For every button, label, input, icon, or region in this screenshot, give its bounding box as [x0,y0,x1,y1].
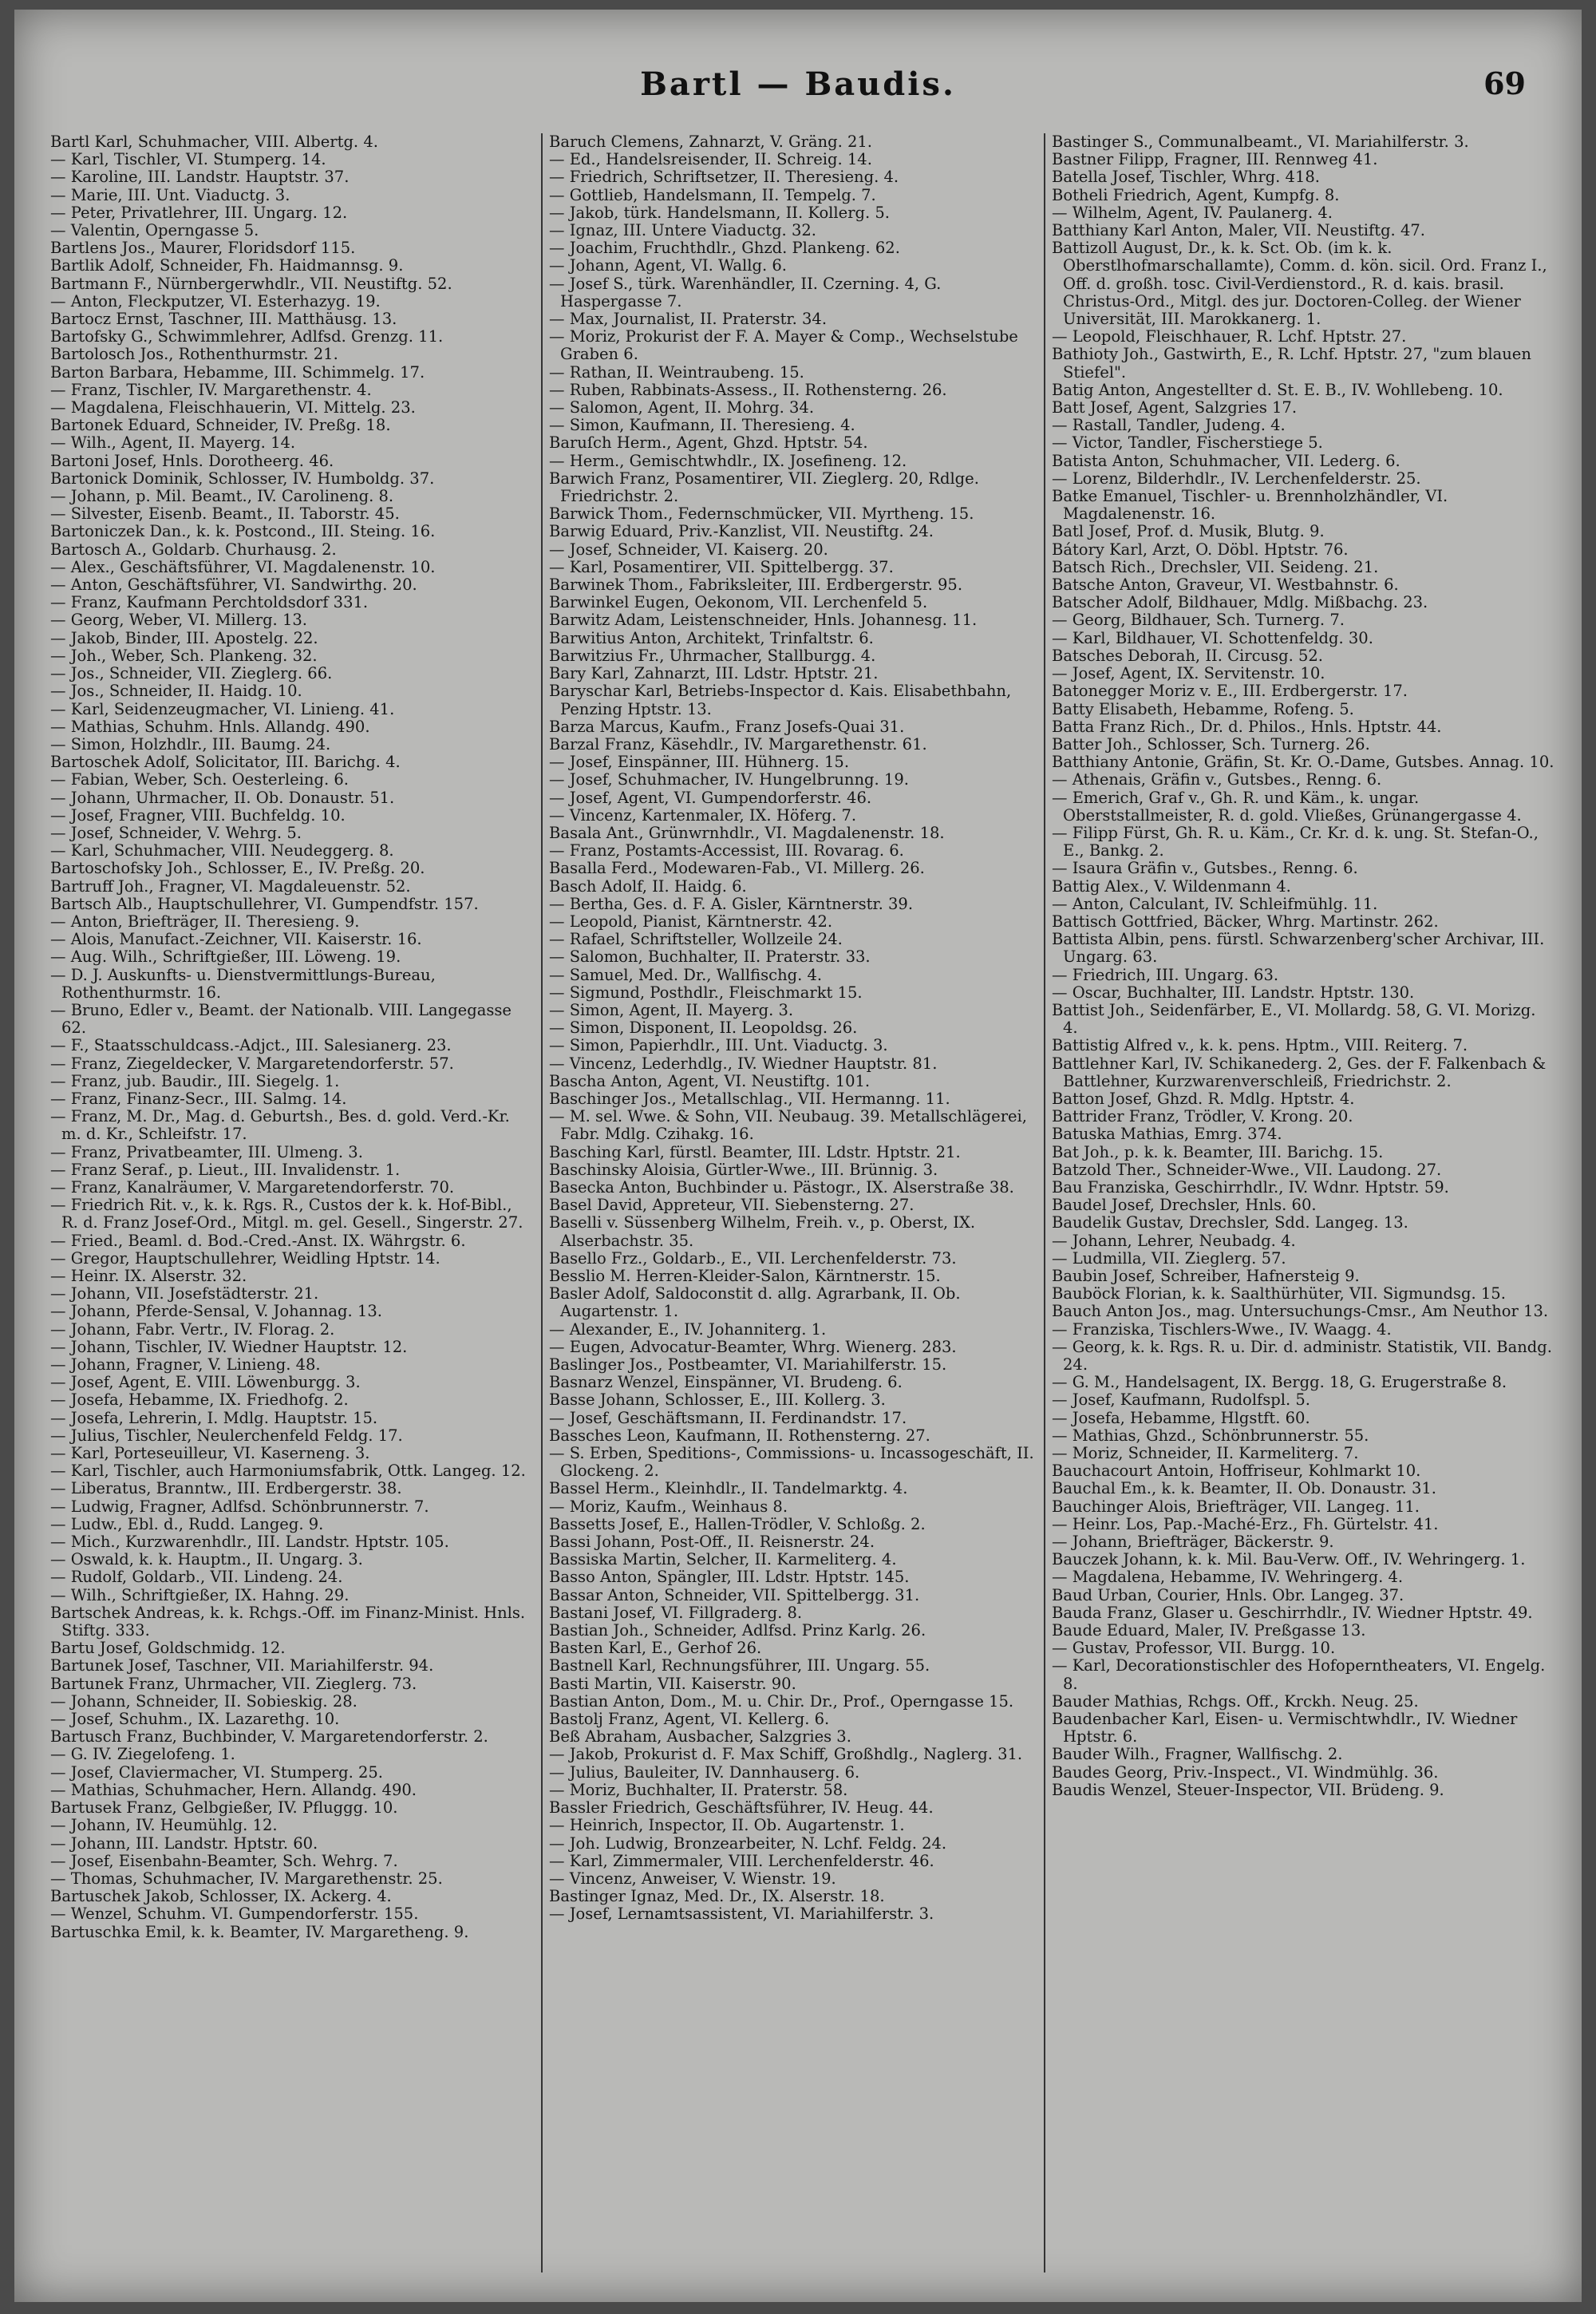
directory-entry: — Karl, Decorationstischler des Hofoperntheaters, VI. Engelg. 8. [1052,1656,1546,1693]
directory-entry: Batta Franz Rich., Dr. d. Philos., Hnls. Hptstr. 44. [1052,717,1442,736]
directory-entry: Battist Joh., Seidenfärber, E., VI. Mollardg. 58, G. VI. Morizg. 4. [1052,1000,1536,1038]
directory-entry: Basso Anton, Spängler, III. Ldstr. Hptstr. 145. [549,1568,910,1587]
directory-entry: — M. sel. Wwe. & Sohn, VII. Neubaug. 39. Metallschlägerei, Fabr. Mdlg. Czihakg. 16. [549,1107,1027,1144]
directory-entry: Baruſch Herm., Agent, Ghzd. Hptstr. 54. [549,433,868,453]
directory-entry: Barwich Franz, Posamentirer, VII. Zieglerg. 20, Rdlge. Friedrichstr. 2. [549,469,979,506]
directory-entry: Barwinek Thom., Fabriksleiter, III. Erdbergerstr. 95. [549,576,963,595]
directory-entry: — Gustav, Professor, VII. Burgg. 10. [1052,1639,1336,1658]
directory-entry: Barza Marcus, Kaufm., Franz Josefs-Quai 31. [549,717,905,736]
directory-entry: — Georg, Bildhauer, Sch. Turnerg. 7. [1052,611,1345,630]
directory-entry: — Samuel, Med. Dr., Wallfischg. 4. [549,965,823,984]
directory-entry: — Alois, Manufact.-Zeichner, VII. Kaiserstr. 16. [50,930,422,949]
directory-entry: — Ludwig, Fragner, Adlfsd. Schönbrunnerstr. 7. [50,1497,429,1516]
directory-entry: — Johann, Briefträger, Bäckerstr. 9. [1052,1533,1334,1552]
directory-entry: — Mathias, Ghzd., Schönbrunnerstr. 55. [1052,1426,1369,1445]
directory-entry: — Karl, Posamentirer, VII. Spittelbergg. 37. [549,557,894,576]
directory-entry: Bat Joh., p. k. k. Beamter, III. Barichg. 15. [1052,1142,1384,1161]
directory-entry: — Josef, Agent, E. VIII. Löwenburgg. 3. [50,1373,361,1392]
directory-entry: — Joh. Ludwig, Bronzearbeiter, N. Lchf. Feldg. 24. [549,1833,947,1853]
directory-entry: Basecka Anton, Buchbinder u. Pästogr., IX. Alserstraße 38. [549,1177,1014,1197]
directory-entry: — Josef, Eisenbahn-Beamter, Sch. Wehrg. 7. [50,1851,398,1870]
directory-entry: — Marie, III. Unt. Viaductg. 3. [50,185,290,204]
directory-entry: Batton Josef, Ghzd. R. Mdlg. Hptstr. 4. [1052,1089,1355,1108]
directory-entry: — S. Erben, Speditions-, Commissions- u. Incassogeschäft, II. Glockeng. 2. [549,1444,1034,1481]
directory-entry: — G. M., Handelsagent, IX. Bergg. 18, G. Erugerstraße 8. [1052,1373,1507,1392]
directory-entry: — Ruben, Rabbinats-Assess., II. Rothensterng. 26. [549,380,947,399]
directory-entry: — F., Staatsschuldcass.-Adjct., III. Salesianerg. 23. [50,1036,452,1055]
directory-entry: Basnarz Wenzel, Einspänner, VI. Brudeng. 6. [549,1373,903,1392]
directory-entry: Barzal Franz, Käsehdlr., IV. Margarethenstr. 61. [549,734,927,754]
directory-entry: Baselli v. Süssenberg Wilhelm, Freih. v., p. Oberst, IX. Alserbachstr. 35. [549,1213,976,1250]
directory-entry: — Johann, Lehrer, Neubadg. 4. [1052,1231,1296,1250]
directory-entry: — Friedrich, Schriftsetzer, II. Theresieng. 4. [549,168,899,187]
directory-entry: Bartonek Eduard, Schneider, IV. Preßg. 18. [50,416,391,435]
directory-entry: — Gregor, Hauptschullehrer, Weidling Hptstr. 14. [50,1248,440,1268]
directory-entry: — Emerich, Graf v., Gh. R. und Käm., k. ungar. Oberststallmeister, R. d. gold. Vließes, Grünangergasse 4. [1052,788,1522,825]
directory-entry: Batsche Anton, Graveur, VI. Westbahnstr. 6. [1052,576,1399,595]
directory-entry: — Georg, k. k. Rgs. R. u. Dir. d. administr. Statistik, VII. Bandg. 24. [1052,1337,1552,1375]
directory-entry: — Leopold, Pianist, Kärntnerstr. 42. [549,912,833,931]
directory-entry: Barton Barbara, Hebamme, III. Schimmelg. 17. [50,362,425,382]
directory-entry: — Karl, Zimmermaler, VIII. Lerchenfelderstr. 46. [549,1851,934,1870]
directory-entry: — Josef, Fragner, VIII. Buchfeldg. 10. [50,805,346,825]
directory-entry: Barwinkel Eugen, Oekonom, VII. Lerchenfeld 5. [549,593,928,612]
directory-entry: Battrider Franz, Trödler, V. Krong. 20. [1052,1107,1353,1126]
directory-entry: Batthiany Antonie, Gräfin, St. Kr. O.-Dame, Gutsbes. Annag. 10. [1052,753,1555,772]
directory-entry: Battisch Gottfried, Bäcker, Whrg. Martinstr. 262. [1052,912,1439,931]
directory-entry: Bauböck Florian, k. k. Saalthürhüter, VII. Sigmundsg. 15. [1052,1284,1506,1303]
directory-page [14,10,1582,2302]
directory-entry: — Karl, Tischler, auch Harmoniumsfabrik, Ottk. Langeg. 12. [50,1462,526,1481]
directory-entry: Bartusch Franz, Buchbinder, V. Margaretendorferstr. 2. [50,1727,488,1746]
directory-entry: Bartschek Andreas, k. k. Rchgs.-Off. im Finanz-Minist. Hnls. Stiftg. 333. [50,1603,526,1640]
directory-entry: — Josefa, Hebamme, IX. Friedhofg. 2. [50,1390,349,1410]
directory-entry: Batsches Deborah, II. Circusg. 52. [1052,646,1323,665]
directory-entry: — Josef, Geschäftsmann, II. Ferdinandstr. 17. [549,1408,907,1427]
directory-entry: — Mathias, Schuhmacher, Hern. Allandg. 490. [50,1780,417,1799]
directory-entry: Batter Joh., Schlosser, Sch. Turnerg. 26. [1052,734,1370,754]
directory-entry: — Ludw., Ebl. d., Rudd. Langeg. 9. [50,1514,324,1533]
directory-entry: Battlehner Karl, IV. Schikanederg. 2, Ges. der F. Falkenbach & Battlehner, Kurzwarenverschleiß, Friedrichstr. 2. [1052,1054,1547,1090]
directory-entry: — Simon, Disponent, II. Leopoldsg. 26. [549,1019,858,1038]
directory-entry: Batista Anton, Schuhmacher, VII. Lederg. 6. [1052,451,1400,470]
directory-entry: Baubin Josef, Schreiber, Hafnersteig 9. [1052,1267,1360,1285]
directory-entry: Baschinsky Aloisia, Gürtler-Wwe., III. Brünnig. 3. [549,1160,938,1179]
directory-entry: Bartmann F., Nürnbergerwhdlr., VII. Neustiftg. 52. [50,274,452,293]
directory-entry: — Filipp Fürst, Gh. R. u. Käm., Cr. Kr. d. k. ung. St. Stefan-O., E., Bankg. 2. [1052,823,1539,860]
directory-entry: — Franz, jub. Baudir., III. Siegelg. 1. [50,1071,340,1090]
directory-entry: — Rudolf, Goldarb., VII. Lindeng. 24. [50,1568,343,1587]
directory-entry: — Jos., Schneider, II. Haidg. 10. [50,682,302,701]
directory-entry: — Johann, III. Landstr. Hptstr. 60. [50,1833,318,1853]
directory-entry: Bassi Johann, Post-Off., II. Reisnerstr. 24. [549,1533,875,1552]
directory-entry: — Johann, Uhrmacher, II. Ob. Donaustr. 51. [50,788,395,807]
directory-entry: Batig Anton, Angestellter d. St. E. B., IV. Wohllebeng. 10. [1052,380,1503,399]
directory-entry: — Alexander, E., IV. Johanniterg. 1. [549,1319,827,1339]
directory-entry: Bartoniczek Dan., k. k. Postcond., III. Steing. 16. [50,522,436,541]
directory-entry: Bascha Anton, Agent, VI. Neustiftg. 101. [549,1071,871,1090]
directory-entry: — Johann, Fabr. Vertr., IV. Florag. 2. [50,1319,335,1339]
directory-entry: Bastnell Karl, Rechnungsführer, III. Ungarg. 55. [549,1656,930,1675]
directory-entry: Bartuschka Emil, k. k. Beamter, IV. Margaretheng. 9. [50,1922,469,1941]
directory-entry: — Vincenz, Anweiser, V. Wienstr. 19. [549,1869,836,1888]
directory-entry: — Friedrich, III. Ungarg. 63. [1052,965,1279,984]
directory-entry: — Franz, M. Dr., Mag. d. Geburtsh., Bes. d. gold. Verd.-Kr. m. d. Kr., Schleifstr. 17. [50,1107,510,1144]
directory-entry: — Franziska, Tischlers-Wwe., IV. Waagg. 4. [1052,1319,1392,1339]
directory-entry: Bauchal Em., k. k. Beamter, II. Ob. Donaustr. 31. [1052,1479,1436,1498]
directory-entry: — Josef, Schneider, V. Wehrg. 5. [50,823,302,842]
directory-entry: — Mich., Kurzwarenhdlr., III. Landstr. Hptstr. 105. [50,1533,449,1552]
directory-entry: — Karl, Porteseuilleur, VI. Kaserneng. 3. [50,1444,370,1463]
directory-entry: Baryschar Karl, Betriebs-Inspector d. Kais. Elisabethbahn, Penzing Hptstr. 13. [549,682,1012,718]
directory-entry: Barwitius Anton, Architekt, Trinfaltstr. 6. [549,628,874,647]
directory-entry: — Heinrich, Inspector, II. Ob. Augartenstr. 1. [549,1816,905,1835]
directory-entry: — Johann, Schneider, II. Sobieskig. 28. [50,1691,358,1711]
directory-entry: — Rastall, Tandler, Judeng. 4. [1052,416,1286,435]
directory-entry: — Johann, p. Mil. Beamt., IV. Carolineng. 8. [50,487,394,506]
directory-entry: — Mathias, Schuhm. Hnls. Allandg. 490. [50,717,370,736]
directory-entry: Battig Alex., V. Wildenmann 4. [1052,876,1291,896]
directory-entry: Barwig Eduard, Priv.-Kanzlist, VII. Neustiftg. 24. [549,522,934,541]
directory-entry: — Bruno, Edler v., Beamt. der Nationalb. VIII. Langegasse 62. [50,1000,512,1038]
directory-entry: — Oswald, k. k. Hauptm., II. Ungarg. 3. [50,1550,363,1569]
directory-entry: Bartoni Josef, Hnls. Dorotheerg. 46. [50,451,334,470]
directory-entry: — Silvester, Eisenb. Beamt., II. Taborstr. 45. [50,504,400,524]
directory-entry: — Salomon, Agent, II. Mohrg. 34. [549,398,815,417]
directory-entry: Barwitz Adam, Leistenschneider, Hnls. Johannesg. 11. [549,611,978,630]
directory-entry: Bartruff Joh., Fragner, VI. Magdaleuenstr. 52. [50,876,411,896]
directory-entry: — Josef, Lernamtsassistent, VI. Mariahilferstr. 3. [549,1905,934,1924]
directory-entry: Bartofsky G., Schwimmlehrer, Adlfsd. Grenzg. 11. [50,327,444,346]
directory-entry: — Johann, Agent, VI. Wallg. 6. [549,256,787,275]
directory-entry: — Vincenz, Kartenmaler, IX. Höferg. 7. [549,805,857,825]
directory-entry: Batsch Rich., Drechsler, VII. Seideng. 21. [1052,557,1379,576]
directory-entry: — Moriz, Kaufm., Weinhaus 8. [549,1497,788,1516]
directory-entry: Bartonick Dominik, Schlosser, IV. Humboldg. 37. [50,469,435,488]
directory-entry: — Simon, Agent, II. Mayerg. 3. [549,1000,794,1019]
directory-entry: — Heinr. IX. Alserstr. 32. [50,1267,247,1285]
directory-entry: Bartoschofsky Joh., Schlosser, E., IV. Preßg. 20. [50,859,425,878]
directory-entry: Basti Martin, VII. Kaiserstr. 90. [549,1674,796,1693]
directory-entry: Battista Albin, pens. fürstl. Schwarzenberg'scher Archivar, III. Ungarg. 63. [1052,930,1545,967]
directory-column-2 [541,133,1040,2272]
directory-entry: — Franz, Privatbeamter, III. Ulmeng. 3. [50,1142,363,1161]
directory-entry: — Karl, Tischler, VI. Stumperg. 14. [50,150,326,169]
directory-entry: — Johann, Fragner, V. Linieng. 48. [50,1355,321,1375]
directory-entry: — Wilh., Agent, II. Mayerg. 14. [50,433,296,453]
directory-entry: — Salomon, Buchhalter, II. Praterstr. 33. [549,947,871,967]
directory-entry: Battizoll August, Dr., k. k. Sct. Ob. (im k. k. Oberstlhofmarschallamte), Comm. d. kön. sicil. Ord. Franz I., Off. d. großh. tosc. Civil-Verdienstord., R. d. kais. brasil. Christus-Ord., Mitgl. des jur. Doctoren-Colleg. der Wiener Universität, III. Marokkanerg. 1. [1052,239,1547,329]
directory-entry: — Franz, Kaufmann Perchtoldsdorf 331. [50,593,369,612]
directory-entry: — Rafael, Schriftsteller, Wollzeile 24. [549,930,843,949]
directory-entry: Basala Ant., Grünwrnhdlr., VI. Magdalenenstr. 18. [549,823,945,842]
directory-entry: — Simon, Holzhdlr., III. Baumg. 24. [50,734,331,754]
directory-entry: — Magdalena, Fleischhauerin, VI. Mittelg. 23. [50,398,416,417]
directory-entry: — Joachim, Fruchthdlr., Ghzd. Plankeng. 62. [549,239,900,258]
directory-entry: — Georg, Weber, VI. Millerg. 13. [50,611,307,630]
directory-entry: Bartsch Alb., Hauptschullehrer, VI. Gumpendfstr. 157. [50,894,479,913]
directory-entry: — Friedrich Rit. v., k. k. Rgs. R., Custos der k. k. Hof-Bibl., R. d. Franz Josef-Ord., Mitgl. m. gel. Gesell., Singerstr. 27. [50,1196,523,1232]
directory-entry: Bary Karl, Zahnarzt, III. Ldstr. Hptstr. 21. [549,664,879,683]
directory-entry: — Vincenz, Lederhdlg., IV. Wiedner Hauptstr. 81. [549,1054,938,1073]
directory-entry: — Heinr. Los, Pap.-Maché-Erz., Fh. Gürtelstr. 41. [1052,1514,1439,1533]
directory-entry: Bassetts Josef, E., Hallen-Trödler, V. Schloßg. 2. [549,1514,926,1533]
directory-entry: Batscher Adolf, Bildhauer, Mdlg. Mißbachg. 23. [1052,593,1428,612]
directory-entry: — Max, Journalist, II. Praterstr. 34. [549,310,828,329]
directory-entry: — Franz Seraf., p. Lieut., III. Invalidenstr. 1. [50,1160,401,1179]
directory-entry: Batty Elisabeth, Hebamme, Rofeng. 5. [1052,699,1354,718]
directory-entry: — Ed., Handelsreisender, II. Schreig. 14. [549,150,872,169]
directory-entry: — Josef, Schuhm., IX. Lazarethg. 10. [50,1710,340,1729]
directory-entry: Batl Josef, Prof. d. Musik, Blutg. 9. [1052,522,1325,541]
directory-entry: Basten Karl, E., Gerhof 26. [549,1639,762,1658]
directory-entry: — Herm., Gemischtwhdlr., IX. Josefineng. 12. [549,451,907,470]
directory-entry: — Ludmilla, VII. Zieglerg. 57. [1052,1248,1286,1268]
directory-entry: — Victor, Tandler, Fischerstiege 5. [1052,433,1323,453]
directory-entry: — D. J. Auskunfts- u. Dienstvermittlungs-Bureau, Rothenthurmstr. 16. [50,965,436,1002]
directory-entry: — Josefa, Lehrerin, I. Mdlg. Hauptstr. 15. [50,1408,378,1427]
directory-entry: — Franz, Ziegeldecker, V. Margaretendorferstr. 57. [50,1054,454,1073]
directory-entry: Bátory Karl, Arzt, O. Döbl. Hptstr. 76. [1052,540,1349,559]
directory-entry: — Bertha, Ges. d. F. A. Gisler, Kärntnerstr. 39. [549,894,914,913]
directory-entry: — Peter, Privatlehrer, III. Ungarg. 12. [50,203,348,222]
directory-entry: Bartusek Franz, Gelbgießer, IV. Pfluggg. 10. [50,1798,398,1818]
directory-entry: — Johann, VII. Josefstädterstr. 21. [50,1284,319,1303]
directory-column-3 [1044,133,1555,2272]
directory-entry: — Fabian, Weber, Sch. Oesterleing. 6. [50,770,349,789]
directory-entry: — Josef, Kaufmann, Rudolfspl. 5. [1052,1390,1310,1410]
directory-entry: Bartlens Jos., Maurer, Floridsdorf 115. [50,239,356,258]
directory-entry: — Jakob, Binder, III. Apostelg. 22. [50,628,318,647]
directory-entry: Botheli Friedrich, Agent, Kumpfg. 8. [1052,185,1340,204]
directory-entry: Besslio M. Herren-Kleider-Salon, Kärntnerstr. 15. [549,1267,941,1285]
directory-entry: — Gottlieb, Handelsmann, II. Tempelg. 7. [549,185,876,204]
directory-entry: — Wilhelm, Agent, IV. Paulanerg. 4. [1052,203,1333,222]
directory-entry: — Ignaz, III. Untere Viaductg. 32. [549,221,816,240]
directory-entry: — Anton, Calculant, IV. Schleifmühlg. 11. [1052,894,1378,913]
directory-entry: Baschinger Jos., Metallschlag., VII. Hermanng. 11. [549,1089,950,1108]
directory-entry: Batzold Ther., Schneider-Wwe., VII. Laudong. 27. [1052,1160,1442,1179]
directory-entry: — Moriz, Schneider, II. Karmeliterg. 7. [1052,1444,1359,1463]
directory-entry: — Fried., Beaml. d. Bod.-Cred.-Anst. IX. Währgstr. 6. [50,1231,466,1250]
directory-entry: — Josef, Einspänner, III. Hühnerg. 15. [549,753,850,772]
directory-entry: Bauchinger Alois, Briefträger, VII. Langeg. 11. [1052,1497,1420,1516]
directory-entry: Bau Franziska, Geschirrhdlr., IV. Wdnr. Hptstr. 59. [1052,1177,1449,1197]
directory-entry: — Moriz, Buchhalter, II. Praterstr. 58. [549,1780,848,1799]
directory-entry: Battistig Alfred v., k. k. pens. Hptm., VIII. Reiterg. 7. [1052,1036,1468,1055]
directory-entry: Basler Adolf, Saldoconstit d. allg. Agrarbank, II. Ob. Augartenstr. 1. [549,1284,961,1321]
directory-entry: Barwitzius Fr., Uhrmacher, Stallburgg. 4. [549,646,876,665]
page-number: 69 [1483,65,1526,101]
directory-entry: — Anton, Fleckputzer, VI. Esterhazyg. 19. [50,291,381,311]
directory-entry: Bauch Anton Jos., mag. Untersuchungs-Cmsr., Am Neuthor 13. [1052,1302,1549,1321]
directory-entry: — Lorenz, Bilderhdlr., IV. Lerchenfelderstr. 25. [1052,469,1421,488]
directory-entry: Barwick Thom., Federnschmücker, VII. Myrtheng. 15. [549,504,974,524]
directory-entry: — Magdalena, Hebamme, IV. Wehringerg. 4. [1052,1568,1404,1587]
directory-entry: Baudenbacher Karl, Eisen- u. Vermischtwhdlr., IV. Wiedner Hptstr. 6. [1052,1710,1518,1746]
directory-entry: Bauczek Johann, k. k. Mil. Bau-Verw. Off., IV. Wehringerg. 1. [1052,1550,1526,1569]
directory-entry: Bartlik Adolf, Schneider, Fh. Haidmannsg. 9. [50,256,404,275]
directory-entry: — Jakob, Prokurist d. F. Max Schiff, Großhdlg., Naglerg. 31. [549,1745,1023,1764]
directory-column-1 [50,133,529,2272]
directory-entry: Bastner Filipp, Fragner, III. Rennweg 41. [1052,150,1378,169]
directory-entry: — Anton, Geschäftsführer, VI. Sandwirthg. 20. [50,576,417,595]
directory-entry: — Franz, Postamts-Accessist, III. Rovarag. 6. [549,841,904,860]
directory-entry: — Anton, Briefträger, II. Theresieng. 9. [50,912,360,931]
directory-entry: Bartu Josef, Goldschmidg. 12. [50,1639,286,1658]
directory-entry: Batuska Mathias, Emrg. 374. [1052,1125,1282,1144]
directory-entry: Bastolj Franz, Agent, VI. Kellerg. 6. [549,1710,830,1729]
directory-entry: — Julius, Tischler, Neulerchenfeld Feldg. 17. [50,1426,403,1445]
directory-entry: — Josef, Agent, VI. Gumpendorferstr. 46. [549,788,872,807]
directory-entry: — Liberatus, Branntw., III. Erdbergerstr. 38. [50,1479,402,1498]
directory-entry: — Alex., Geschäftsführer, VI. Magdalenenstr. 10. [50,557,436,576]
directory-entry: Bassel Herm., Kleinhdlr., II. Tandelmarktg. 4. [549,1479,908,1498]
directory-entry: — Franz, Finanz-Secr., III. Salmg. 14. [50,1089,347,1108]
directory-entry: — Johann, Pferde-Sensal, V. Johannag. 13. [50,1302,382,1321]
directory-entry: — Wilh., Schriftgießer, IX. Hahng. 29. [50,1585,350,1604]
directory-entry: — Isaura Gräfin v., Gutsbes., Renng. 6. [1052,859,1358,878]
directory-entry: Bartoschek Adolf, Solicitator, III. Barichg. 4. [50,753,401,772]
directory-entry: — Oscar, Buchhalter, III. Landstr. Hptstr. 130. [1052,983,1415,1002]
page-header [14,65,1582,113]
directory-entry: Baudes Georg, Priv.-Inspect., VI. Windmühlg. 36. [1052,1762,1439,1782]
directory-entry: Bastinger Ignaz, Med. Dr., IX. Alserstr. 18. [549,1887,885,1906]
directory-entry: Bassar Anton, Schneider, VII. Spittelbergg. 31. [549,1585,920,1604]
directory-entry: — Wenzel, Schuhm. VI. Gumpendorferstr. 155. [50,1905,419,1924]
directory-entry: — Karl, Schuhmacher, VIII. Neudeggerg. 8. [50,841,394,860]
directory-entry: Baudel Josef, Drechsler, Hnls. 60. [1052,1196,1317,1215]
directory-entry: Bauda Franz, Glaser u. Geschirrhdlr., IV. Wiedner Hptstr. 49. [1052,1603,1533,1622]
directory-entry: — G. IV. Ziegelofeng. 1. [50,1745,235,1764]
directory-entry: Basalla Ferd., Modewaren-Fab., VI. Millerg. 26. [549,859,925,878]
directory-entry: Bartunek Franz, Uhrmacher, VII. Zieglerg. 73. [50,1674,417,1693]
directory-entry: — Josef, Agent, IX. Servitenstr. 10. [1052,664,1325,683]
directory-entry: — Karl, Bildhauer, VI. Schottenfeldg. 30. [1052,628,1373,647]
directory-entry: Bassler Friedrich, Geschäftsführer, IV. Heug. 44. [549,1798,934,1818]
directory-entry: Bastian Anton, Dom., M. u. Chir. Dr., Prof., Operngasse 15. [549,1691,1014,1711]
directory-entry: Baudis Wenzel, Steuer-Inspector, VII. Brüdeng. 9. [1052,1780,1444,1799]
directory-entry: — Moriz, Prokurist der F. A. Mayer & Comp., Wechselstube Graben 6. [549,327,1018,364]
directory-entry: — Josef, Claviermacher, VI. Stumperg. 25. [50,1762,383,1782]
directory-entry: Bauder Mathias, Rchgs. Off., Krckh. Neug. 25. [1052,1691,1419,1711]
directory-entry: — Athenais, Gräfin v., Gutsbes., Renng. 6. [1052,770,1382,789]
directory-entry: — Josefa, Hebamme, Hlgstft. 60. [1052,1408,1310,1427]
directory-entry: Bastani Josef, VI. Fillgraderg. 8. [549,1603,803,1622]
directory-entry: Bartunek Josef, Taschner, VII. Mariahilferstr. 94. [50,1656,434,1675]
directory-entry: — Leopold, Fleischhauer, R. Lchf. Hptstr. 27. [1052,327,1407,346]
directory-entry: Baude Eduard, Maler, IV. Preßgasse 13. [1052,1621,1366,1640]
directory-entry: — Thomas, Schuhmacher, IV. Margarethenstr. 25. [50,1869,443,1888]
directory-entry: Bauder Wilh., Fragner, Wallfischg. 2. [1052,1745,1343,1764]
directory-entry: — Simon, Papierhdlr., III. Unt. Viaductg. 3. [549,1036,888,1055]
directory-entry: — Franz, Tischler, IV. Margarethenstr. 4. [50,380,372,399]
directory-entry: — Julius, Bauleiter, IV. Dannhauserg. 6. [549,1762,860,1782]
directory-entry: — Johann, Tischler, IV. Wiedner Hauptstr. 12. [50,1337,408,1356]
directory-entry: Basello Frz., Goldarb., E., VII. Lerchenfelderstr. 73. [549,1248,957,1268]
directory-entry: — Josef, Schneider, VI. Kaiserg. 20. [549,540,828,559]
directory-entry: — Joh., Weber, Sch. Plankeng. 32. [50,646,318,665]
directory-entry: Bastinger S., Communalbeamt., VI. Mariahilferstr. 3. [1052,133,1469,151]
directory-entry: — Johann, IV. Heumühlg. 12. [50,1816,278,1835]
directory-entry: — Josef, Schuhmacher, IV. Hungelbrunng. 19. [549,770,909,789]
directory-entry: Bathioty Joh., Gastwirth, E., R. Lchf. Hptstr. 27, "zum blauen Stiefel". [1052,345,1531,382]
directory-entry: Batella Josef, Tischler, Whrg. 418. [1052,168,1320,187]
directory-entry: Basel David, Appreteur, VII. Siebensterng. 27. [549,1196,915,1215]
directory-entry: — Jakob, türk. Handelsmann, II. Kollerg. 5. [549,203,891,222]
directory-entry: — Sigmund, Posthdlr., Fleischmarkt 15. [549,983,863,1002]
directory-entry: — Rathan, II. Weintraubeng. 15. [549,362,804,382]
directory-entry: Bartolosch Jos., Rothenthurmstr. 21. [50,345,338,364]
directory-entry: Batonegger Moriz v. E., III. Erdbergerstr. 17. [1052,682,1408,701]
directory-entry: Batthiany Karl Anton, Maler, VII. Neustiftg. 47. [1052,221,1425,240]
directory-entry: — Simon, Kaufmann, II. Theresieng. 4. [549,416,855,435]
directory-entry: — Franz, Kanalräumer, V. Margaretendorferstr. 70. [50,1177,455,1197]
directory-entry: Basse Johann, Schlosser, E., III. Kollerg. 3. [549,1390,886,1410]
directory-entry: Baudelik Gustav, Drechsler, Sdd. Langeg. 13. [1052,1213,1408,1232]
directory-entry: — Eugen, Advocatur-Beamter, Whrg. Wienerg. 283. [549,1337,957,1356]
directory-entry: Baud Urban, Courier, Hnls. Obr. Langeg. 37. [1052,1585,1404,1604]
directory-entry: — Josef S., türk. Warenhändler, II. Czerning. 4, G. Haspergasse 7. [549,274,942,311]
directory-entry: — Karl, Seidenzeugmacher, VI. Linieng. 41. [50,699,395,718]
directory-entry: — Jos., Schneider, VII. Zieglerg. 66. [50,664,333,683]
directory-entry: Bartuschek Jakob, Schlosser, IX. Ackerg. 4. [50,1887,392,1906]
directory-entry: — Valentin, Operngasse 5. [50,221,259,240]
directory-entry: Bartl Karl, Schuhmacher, VIII. Albertg. 4. [50,133,378,151]
directory-entry: Bassches Leon, Kaufmann, II. Rothensterng. 27. [549,1426,930,1445]
directory-entry: Baruch Clemens, Zahnarzt, V. Gräng. 21. [549,133,872,151]
directory-entry: — Aug. Wilh., Schriftgießer, III. Löweng. 19. [50,947,401,967]
directory-entry: Bastian Joh., Schneider, Adlfsd. Prinz Karlg. 26. [549,1621,926,1640]
directory-entry: Beß Abraham, Ausbacher, Salzgries 3. [549,1727,851,1746]
directory-entry: Bauchacourt Antoin, Hoffriseur, Kohlmarkt 10. [1052,1462,1421,1481]
directory-entry: Bassiska Martin, Selcher, II. Karmeliterg. 4. [549,1550,897,1569]
directory-entry: Basch Adolf, II. Haidg. 6. [549,876,747,896]
directory-entry: Basching Karl, fürstl. Beamter, III. Ldstr. Hptstr. 21. [549,1142,961,1161]
page-title: Bartl — Baudis. [640,65,956,103]
directory-entry: — Karoline, III. Landstr. Hauptstr. 37. [50,168,350,187]
directory-entry: Baslinger Jos., Postbeamter, VI. Mariahilferstr. 15. [549,1355,947,1375]
directory-entry: Bartosch A., Goldarb. Churhausg. 2. [50,540,337,559]
directory-entry: Batt Josef, Agent, Salzgries 17. [1052,398,1298,417]
directory-entry: Bartocz Ernst, Taschner, III. Matthäusg. 13. [50,310,397,329]
directory-entry: Batke Emanuel, Tischler- u. Brennholzhändler, VI. Magdalenenstr. 16. [1052,487,1448,524]
